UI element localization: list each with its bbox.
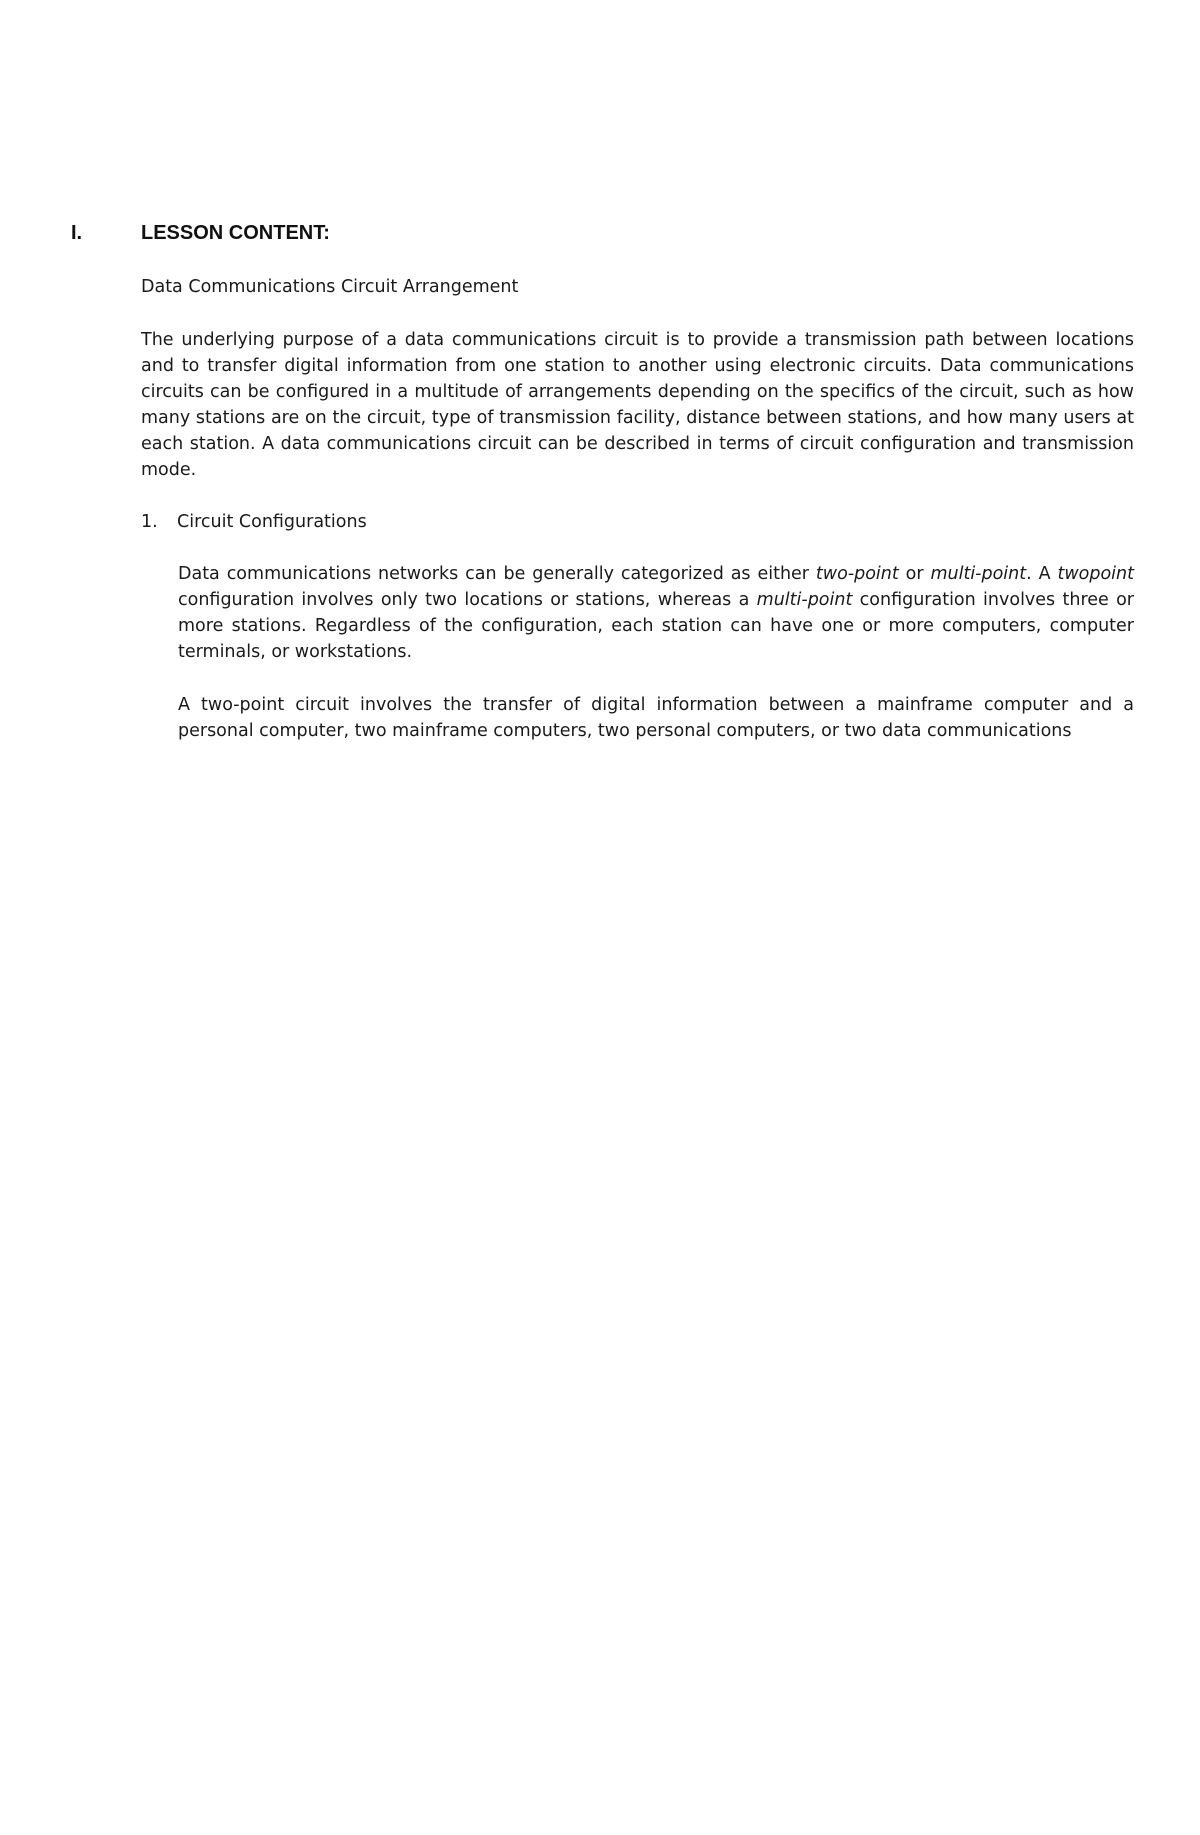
list-title: Circuit Configurations — [177, 512, 367, 532]
config-text-2: or — [898, 564, 931, 584]
configuration-paragraph — [178, 561, 1134, 665]
list-number: 1. — [141, 512, 158, 532]
term-two-point: two-point — [815, 564, 899, 584]
two-point-paragraph: A two-point circuit involves the transfer of digital information between a mainframe computer and a personal computer, two mainframe computers, two personal computers, or two data communications — [178, 695, 1134, 741]
lesson-subtitle: Data Communications Circuit Arrangement — [141, 277, 519, 297]
config-text-5: configuration involves three or more stations. Regardless of the configuration, each station can have one or more computers, computer terminals, or workstations. — [178, 590, 1135, 662]
config-text-1: Data communications networks can be generally categorized as either — [178, 564, 816, 584]
term-multi-point: multi-point — [930, 564, 1027, 584]
config-text-3: . A — [1026, 564, 1058, 584]
term-twopoint: twopoint — [1057, 564, 1134, 584]
section-title: LESSON CONTENT: — [141, 222, 330, 244]
list-item-circuit-configurations — [141, 509, 367, 535]
term-multi-point-2: multi-point — [756, 590, 853, 610]
config-text-4: configuration involves only two locations or stations, whereas a — [178, 590, 757, 610]
intro-paragraph: The underlying purpose of a data communications circuit is to provide a transmission path between locations and to transfer digital information from one station to another using electronic circuits. Data communications circuits can be configured in a multitude of arrangements depending on the specifics of the circuit, such as how many stations are on the circuit, type of transmission facility, distance between stations, and how many users at each station. A data communications circuit can be described in terms of circuit configuration and transmission mode. — [141, 330, 1134, 480]
section-numeral: I. — [71, 222, 83, 244]
